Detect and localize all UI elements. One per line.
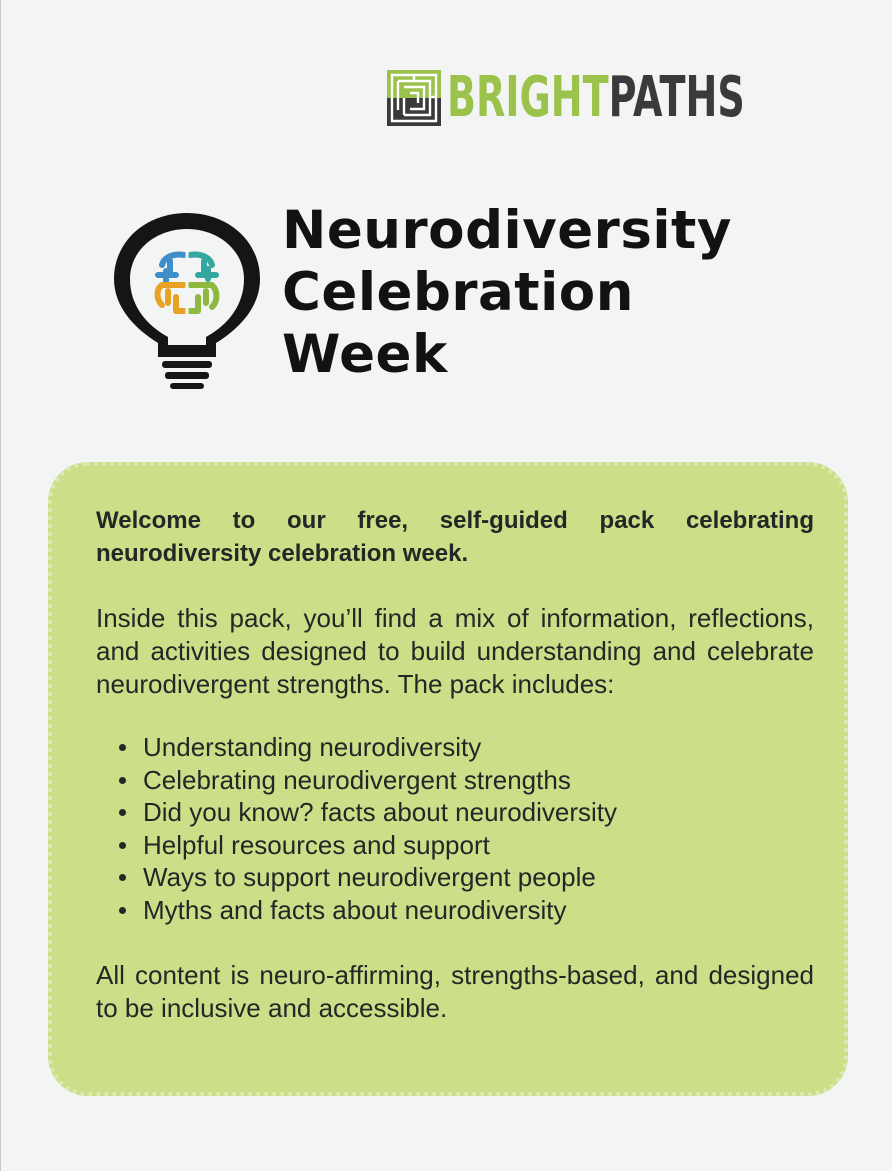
closing-text: All content is neuro-affirming, strengths-based, and designed to be inclusive and accessible. xyxy=(96,959,814,1023)
list-item xyxy=(96,796,814,829)
info-card xyxy=(48,462,848,1096)
bullet-icon xyxy=(119,874,126,881)
bullet-icon xyxy=(119,744,126,751)
lightbulb-brain-icon xyxy=(106,207,268,397)
list-item xyxy=(96,894,814,927)
list-item-text: Ways to support neurodivergent people xyxy=(143,862,596,893)
intro-text: Welcome to our free, self-guided pack celebrating neurodiversity celebration week. xyxy=(96,507,814,567)
brand-logo xyxy=(387,65,885,130)
list-item xyxy=(96,829,814,862)
bullet-icon xyxy=(119,777,126,784)
list-item-text: Myths and facts about neurodiversity xyxy=(143,894,567,925)
page-edge xyxy=(0,0,1,1171)
brand-name-bright: BRIGHT xyxy=(447,65,609,130)
list-item-text: Understanding neurodiversity xyxy=(143,732,482,762)
bullet-icon xyxy=(119,907,126,914)
list-item xyxy=(96,861,814,894)
title-line-3: Week xyxy=(282,324,448,385)
title-line-2: Celebration xyxy=(282,262,634,323)
info-card-content xyxy=(96,504,814,1025)
list-item xyxy=(96,731,814,764)
list-item-text: Helpful resources and support xyxy=(143,829,490,860)
pack-contents-list xyxy=(96,731,814,927)
title-line-1: Neurodiversity xyxy=(282,200,732,261)
list-item-text: Did you know? facts about neurodiversity xyxy=(143,797,618,828)
bullet-icon xyxy=(119,809,126,816)
list-item-text: Celebrating neurodivergent strengths xyxy=(143,764,571,795)
pack-description: Inside this pack, you’ll find a mix of information, reflections, and activities designed to build understanding and celebrate neurodivergent strengths. The pack includes: xyxy=(96,603,814,699)
list-item xyxy=(96,764,814,797)
bullet-icon xyxy=(119,842,126,849)
brand-name-paths: PATHS xyxy=(608,65,745,130)
maze-icon xyxy=(387,70,441,126)
page-title xyxy=(282,200,732,386)
brand-name xyxy=(447,65,745,130)
